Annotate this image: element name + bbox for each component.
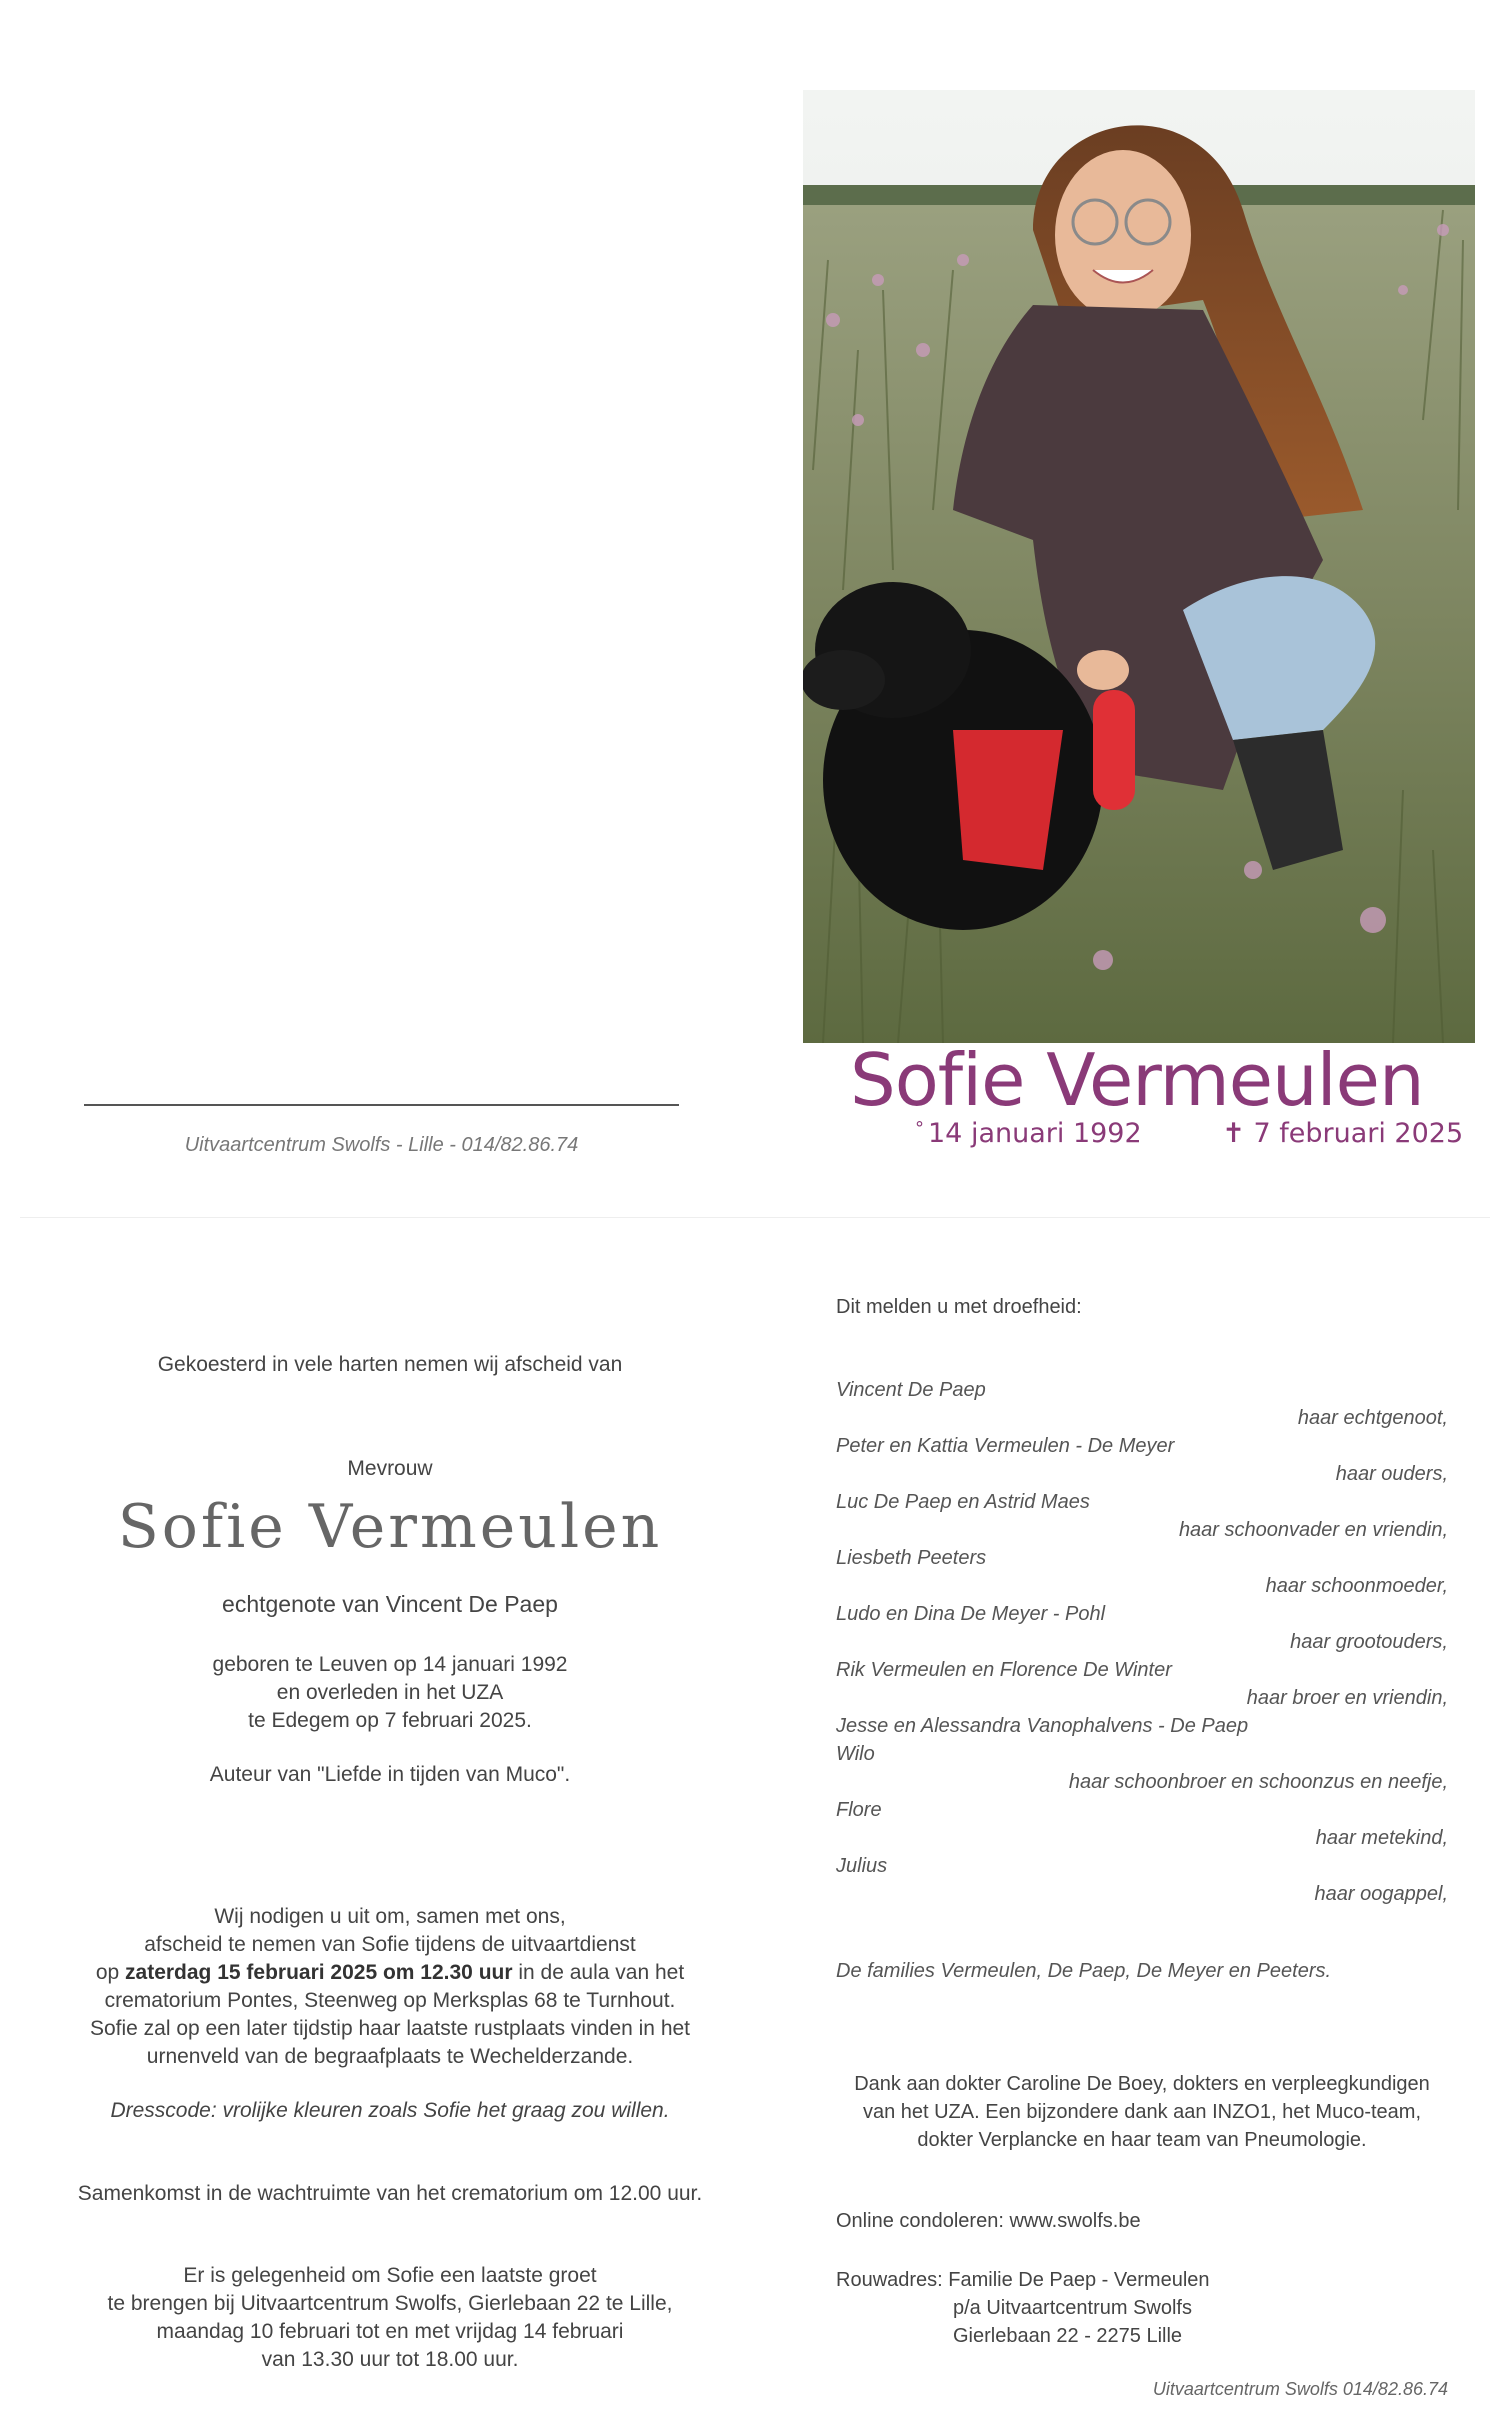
invite-line: Sofie zal op een later tijdstip haar laatste rustplaats vinden in het xyxy=(89,2017,691,2040)
death-place-line: en overleden in het UZA xyxy=(276,1681,504,1704)
mourner-relation: haar echtgenoot, xyxy=(1297,1407,1448,1429)
mourner-name: Julius xyxy=(836,1855,888,1877)
mourner-relation: haar schoonbroer en schoonzus en neefje, xyxy=(1068,1771,1448,1793)
front-name: Sofie Vermeulen xyxy=(850,1038,1424,1122)
thanks-line: Dank aan dokter Caroline De Boey, dokters en verpleegkundigen xyxy=(854,2073,1430,2095)
mourner-name: Liesbeth Peeters xyxy=(836,1547,987,1569)
invite-pre: op xyxy=(95,1961,126,1984)
intro-text: Gekoesterd in vele harten nemen wij afscheid van xyxy=(157,1353,623,1376)
invite-line: crematorium Pontes, Steenweg op Merksplas 68 te Turnhout. xyxy=(104,1989,676,2012)
invite-post: in de aula van het xyxy=(512,1961,685,1984)
mourner-relation: haar ouders, xyxy=(1335,1463,1448,1485)
address-family: Familie De Paep - Vermeulen xyxy=(948,2269,1210,2291)
deceased-name: Sofie Vermeulen xyxy=(117,1492,663,1562)
address-line: p/a Uitvaartcentrum Swolfs xyxy=(953,2297,1192,2319)
thanks-text xyxy=(836,2070,1448,2154)
mourner-relation: haar grootouders, xyxy=(1290,1631,1448,1653)
author-text: Auteur van "Liefde in tijden van Muco". xyxy=(209,1763,571,1786)
birth-line: geboren te Leuven op 14 januari 1992 xyxy=(212,1653,568,1676)
mourner-name: Jesse en Alessandra Vanophalvens - De Paep xyxy=(836,1715,1249,1737)
spouse-text: echtgenote van Vincent De Paep xyxy=(222,1591,558,1617)
service-datetime: zaterdag 15 februari 2025 om 12.30 uur xyxy=(125,1961,513,1984)
mourner-relation: haar metekind, xyxy=(1315,1827,1448,1849)
visit-line: Er is gelegenheid om Sofie een laatste groet xyxy=(183,2264,597,2287)
gathering-text: Samenkomst in de wachtruimte van het crematorium om 12.00 uur. xyxy=(77,2182,703,2205)
invite-line: afscheid te nemen van Sofie tijdens de uitvaartdienst xyxy=(144,1933,636,1956)
mourners-list xyxy=(836,1376,1448,1908)
visit-line: van 13.30 uur tot 18.00 uur. xyxy=(261,2348,519,2371)
divider-line xyxy=(84,1104,679,1106)
death-date-line: te Edegem op 7 februari 2025. xyxy=(248,1709,532,1732)
mourner-name: Rik Vermeulen en Florence De Winter xyxy=(836,1659,1172,1681)
mourner-name: Flore xyxy=(836,1799,882,1821)
memorial-photo xyxy=(803,90,1475,1043)
online-condolence: Online condoleren: www.swolfs.be xyxy=(836,2210,1141,2232)
address-label: Rouwadres: xyxy=(836,2269,949,2291)
front-dates xyxy=(915,1118,1475,1149)
visit-line: te brengen bij Uitvaartcentrum Swolfs, Gierlebaan 22 te Lille, xyxy=(107,2292,673,2315)
mourner-relation: haar broer en vriendin, xyxy=(1246,1687,1448,1709)
address-line: Gierlebaan 22 - 2275 Lille xyxy=(953,2325,1183,2347)
death-date-group xyxy=(1222,1118,1463,1149)
funeral-invitation xyxy=(55,1903,725,2071)
mourner-name: Vincent De Paep xyxy=(836,1379,986,1401)
fold-line xyxy=(20,1217,1490,1218)
mourning-address xyxy=(836,2266,1210,2350)
mourner-name: Ludo en Dina De Meyer - Pohl xyxy=(836,1603,1106,1625)
announce-text: Dit melden u met droefheid: xyxy=(836,1296,1082,1318)
mourner-name: Luc De Paep en Astrid Maes xyxy=(836,1491,1090,1513)
thanks-line: dokter Verplancke en haar team van Pneumologie. xyxy=(917,2129,1367,2151)
invite-line: urnenveld van de begraafplaats te Wechelderzande. xyxy=(146,2045,634,2068)
funeral-home-credit: Uitvaartcentrum Swolfs - Lille - 014/82.86.74 xyxy=(184,1134,579,1156)
birth-symbol: ° xyxy=(915,1118,924,1139)
visit-line: maandag 10 februari tot en met vrijdag 14 februari xyxy=(156,2320,624,2343)
thanks-line: van het UZA. Een bijzondere dank aan INZO1, het Muco-team, xyxy=(862,2101,1422,2123)
mourner-name: Peter en Kattia Vermeulen - De Meyer xyxy=(836,1435,1175,1457)
cross-icon: ✝ xyxy=(1222,1118,1245,1149)
footer-credit: Uitvaartcentrum Swolfs 014/82.86.74 xyxy=(1152,2379,1448,2399)
title-text: Mevrouw xyxy=(347,1457,433,1480)
mourner-name: Wilo xyxy=(836,1743,875,1765)
death-date: 7 februari 2025 xyxy=(1253,1118,1464,1149)
birth-date: 14 januari 1992 xyxy=(928,1118,1142,1149)
invite-line xyxy=(55,1959,725,1987)
address-line xyxy=(836,2266,1210,2294)
dresscode-text: Dresscode: vrolijke kleuren zoals Sofie het graag zou willen. xyxy=(110,2099,670,2122)
birth-death-info xyxy=(55,1651,725,1735)
invite-line: Wij nodigen u uit om, samen met ons, xyxy=(214,1905,566,1928)
mourner-relation: haar oogappel, xyxy=(1314,1883,1448,1905)
mourner-relation: haar schoonvader en vriendin, xyxy=(1178,1519,1448,1541)
mourner-relation: haar schoonmoeder, xyxy=(1265,1575,1448,1597)
families-text: De families Vermeulen, De Paep, De Meyer en Peeters. xyxy=(836,1960,1332,1982)
visitation-info xyxy=(55,2262,725,2374)
